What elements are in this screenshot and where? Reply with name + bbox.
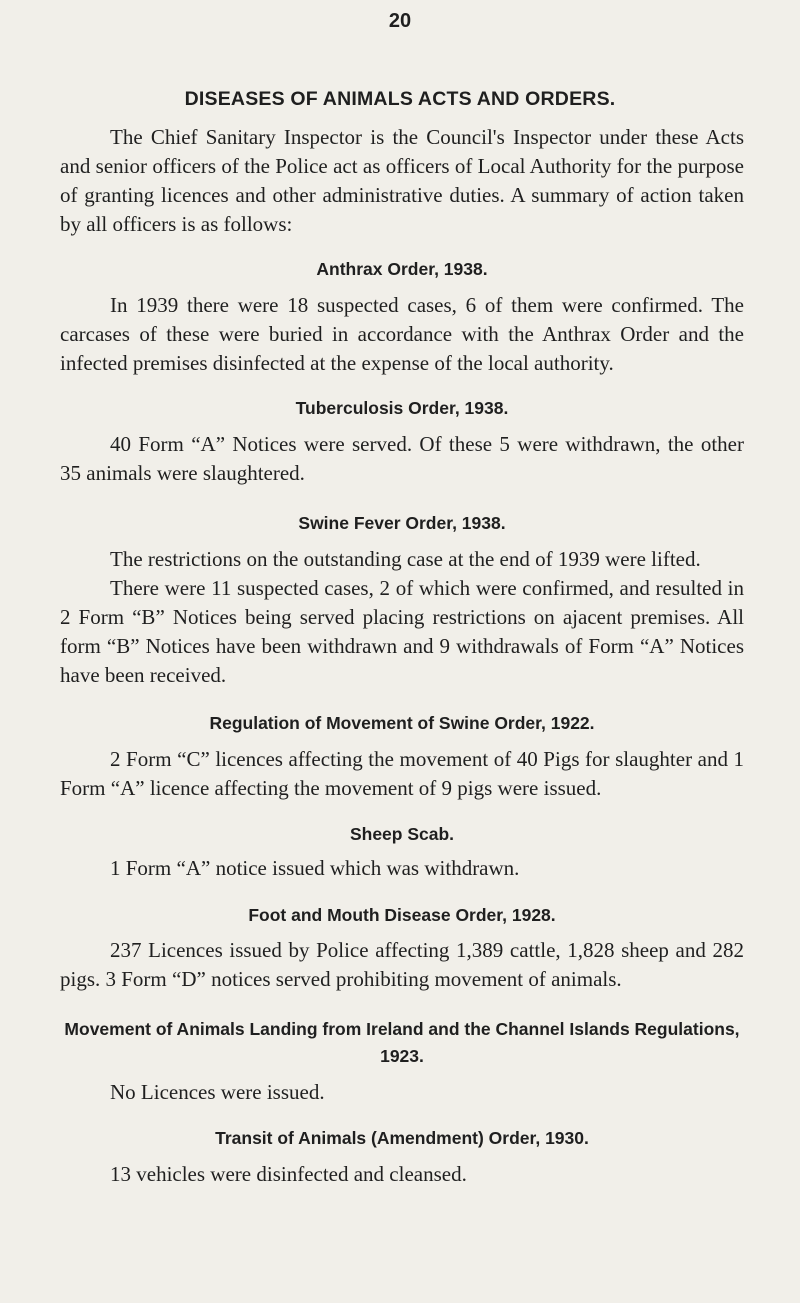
section-sheep-scab [60,821,744,883]
section-ireland-channel-islands [60,1016,744,1107]
document-body [60,123,744,1189]
section-tuberculosis [60,395,744,488]
section-movement-of-swine [60,710,744,803]
intro-paragraph: The Chief Sanitary Inspector is the Council's Inspector under these Acts and senior officers of the Police act as officers of Local Authority for the purpose of granting licences and other administrative duties. A summary of action taken by all officers is as follows: [60,125,744,236]
section-paragraph: There were 11 suspected cases, 2 of which were confirmed, and resulted in 2 Form “B” Notices being served placing restrictions on ajacent premises. All form “B” Notices have been withdrawn and 9 withdrawals of Form “A” Notices have been received. [60,576,744,687]
section-paragraph: No Licences were issued. [110,1080,325,1104]
section-heading: Sheep Scab. [349,824,455,844]
section-paragraph: 237 Licences issued by Police affecting 1,389 cattle, 1,828 sheep and 282 pigs. 3 Form “D” notices served prohibiting movement of animals. [60,938,744,991]
section-foot-and-mouth [60,902,744,994]
section-transit-of-animals [60,1125,744,1189]
section-heading: Foot and Mouth Disease Order, 1928. [248,905,556,925]
section-anthrax [60,256,744,378]
page-title: DISEASES OF ANIMALS ACTS AND ORDERS. [184,88,616,110]
section-paragraph: 2 Form “C” licences affecting the movement of 40 Pigs for slaughter and 1 Form “A” licence affecting the movement of 9 pigs were issued. [60,747,744,800]
section-paragraph: In 1939 there were 18 suspected cases, 6 of them were confirmed. The carcases of these were buried in accordance with the Anthrax Order and the infected premises disinfected at the expense of the local authority. [60,293,744,375]
section-heading: Tuberculosis Order, 1938. [295,398,509,418]
section-heading: Transit of Animals (Amendment) Order, 1930. [215,1128,589,1148]
section-heading: Anthrax Order, 1938. [316,259,488,279]
section-heading: Swine Fever Order, 1938. [298,513,506,533]
section-paragraph: 13 vehicles were disinfected and cleansed. [110,1162,467,1186]
section-paragraph: 1 Form “A” notice issued which was withdrawn. [110,856,520,880]
section-paragraph: 40 Form “A” Notices were served. Of these 5 were withdrawn, the other 35 animals were slaughtered. [60,432,744,485]
section-paragraph: The restrictions on the outstanding case at the end of 1939 were lifted. [110,547,701,571]
page-number: 20 [388,10,412,32]
section-swine-fever [60,510,744,690]
section-heading: Movement of Animals Landing from Ireland and the Channel Islands Regulations, 1923. [64,1019,740,1066]
section-heading: Regulation of Movement of Swine Order, 1922. [209,713,595,733]
